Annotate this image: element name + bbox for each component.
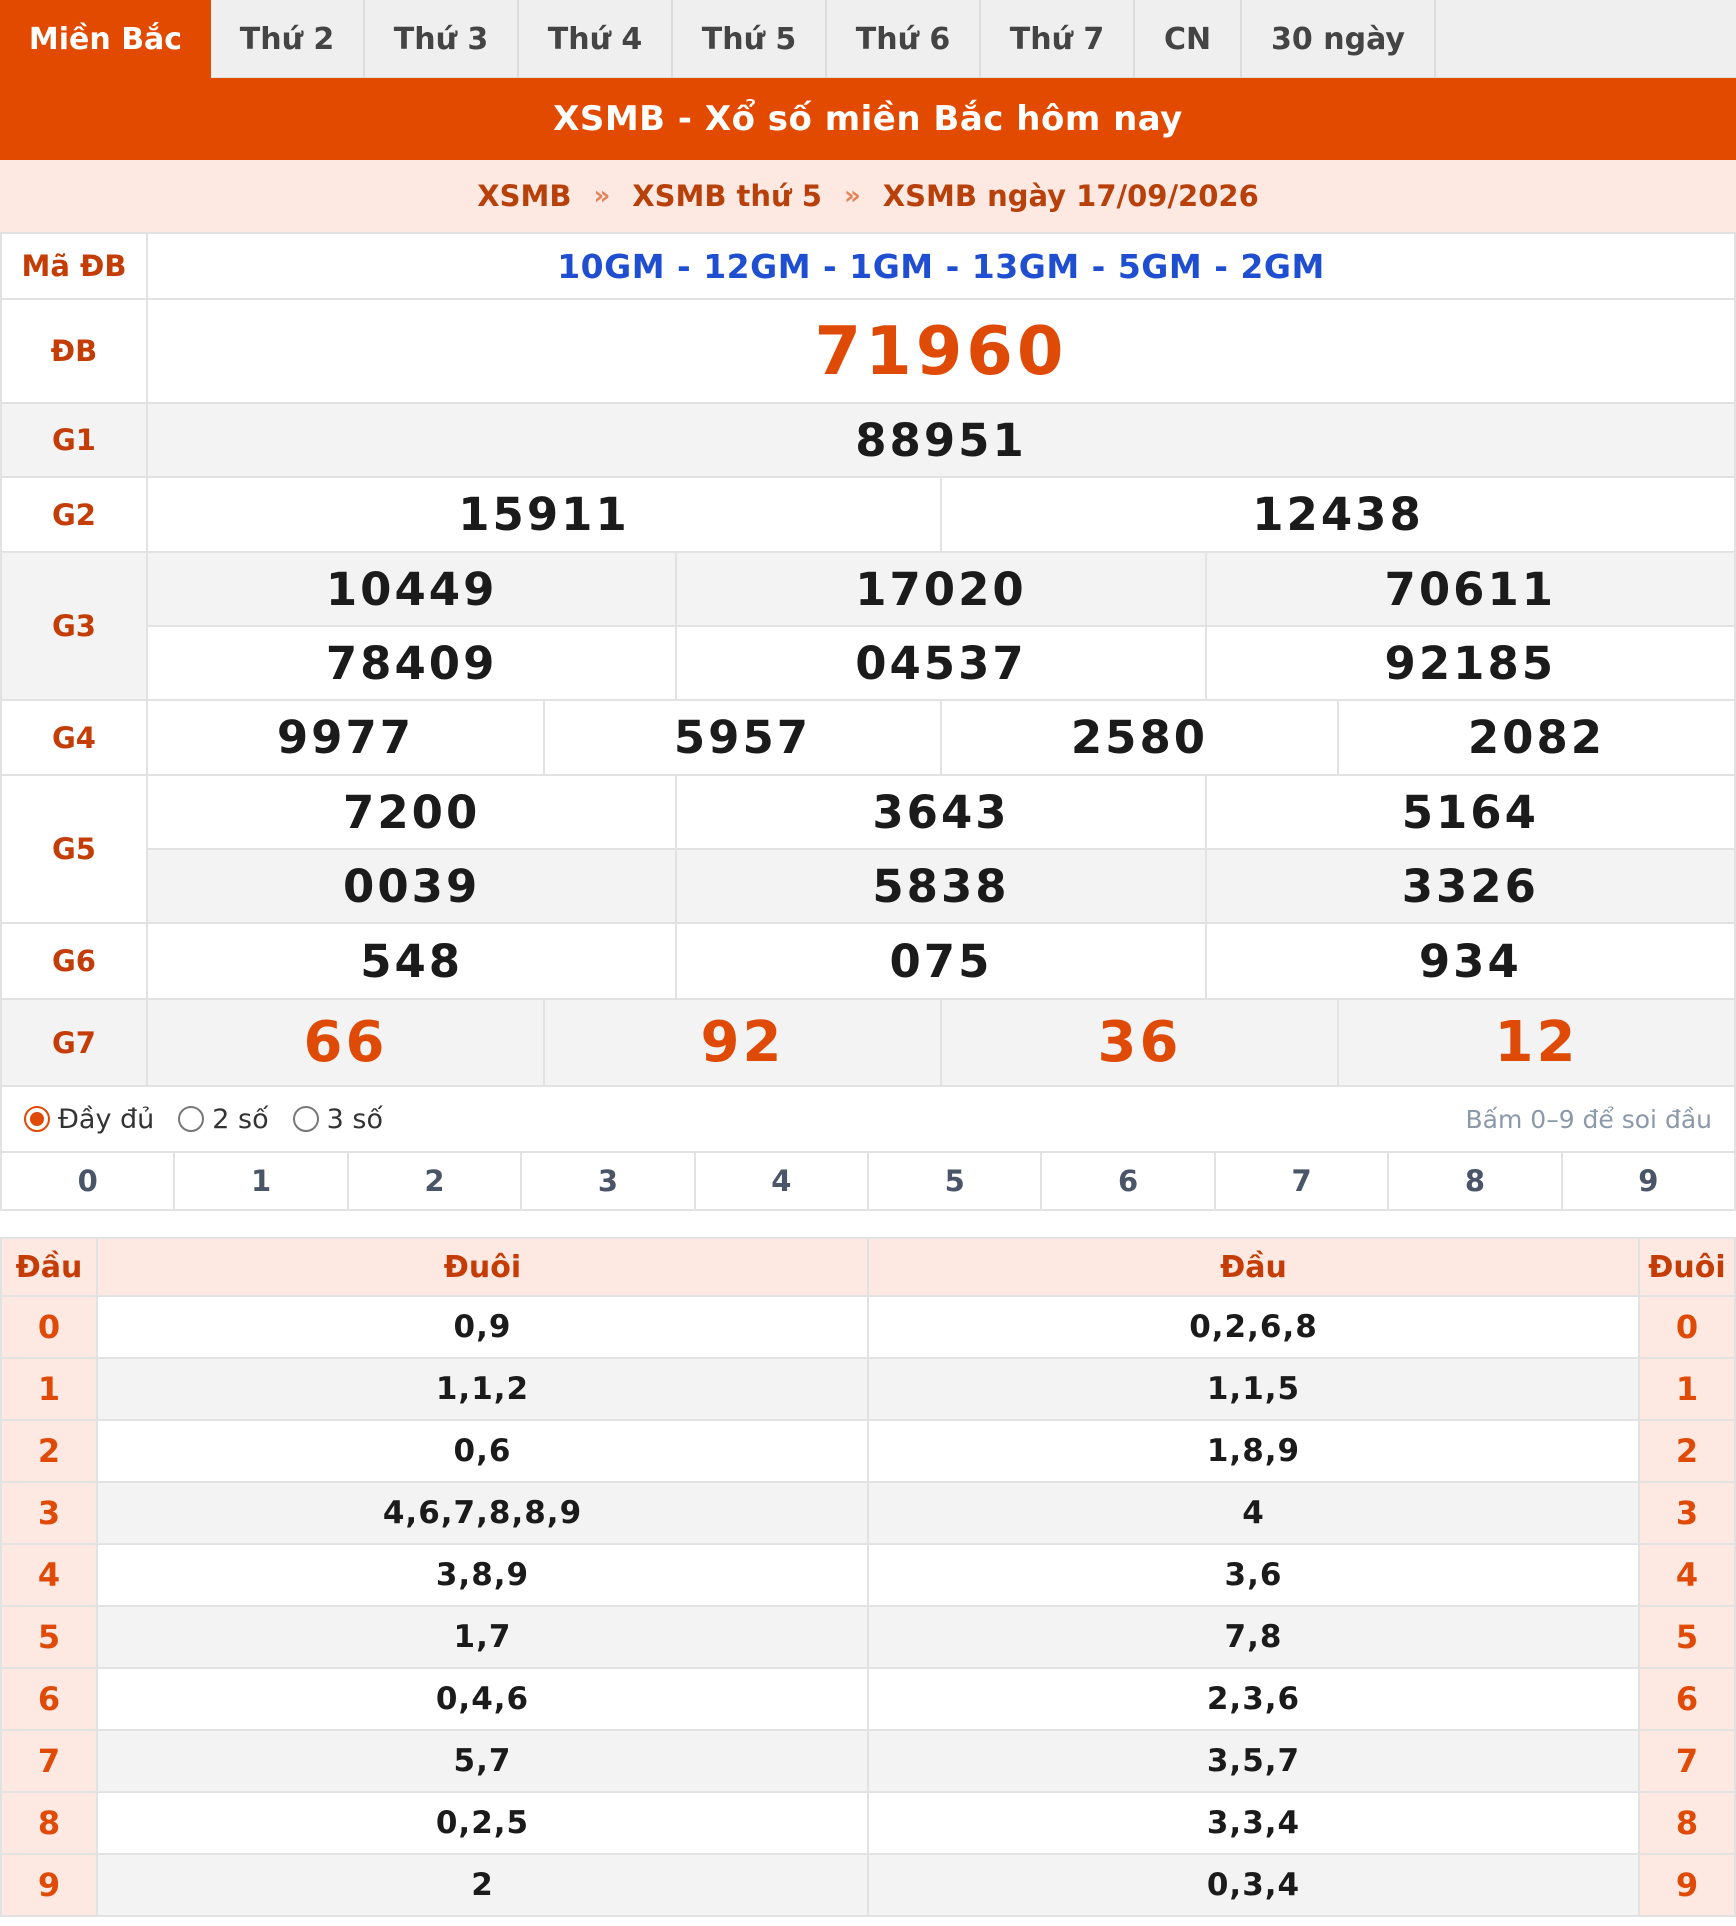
row-dau-values: 1,1,5 (868, 1358, 1639, 1420)
prize-g5: 3643 (676, 775, 1205, 849)
row-duoi-values: 0,4,6 (97, 1668, 868, 1730)
row-duoi-values: 1,1,2 (97, 1358, 868, 1420)
row-duoi-values: 1,7 (97, 1606, 868, 1668)
prize-g6: 934 (1206, 923, 1735, 999)
digit-button-4[interactable]: 4 (696, 1153, 869, 1209)
row-key-dau: 6 (1, 1668, 97, 1730)
row-dau-values: 0,2,6,8 (868, 1296, 1639, 1358)
table-row (1, 1296, 1735, 1358)
page-title: XSMB - Xổ số miền Bắc hôm nay (0, 78, 1736, 160)
row-key-dau: 0 (1, 1296, 97, 1358)
row-duoi-values: 3,8,9 (97, 1544, 868, 1606)
label-g4: G4 (1, 700, 147, 775)
prize-g6: 548 (147, 923, 676, 999)
breadcrumb-xsmb-thu-5[interactable]: XSMB thứ 5 (632, 179, 822, 213)
radio-unchecked-icon (178, 1106, 204, 1132)
row-dau-values: 7,8 (868, 1606, 1639, 1668)
prize-g7: 92 (544, 999, 941, 1086)
row-key-dau: 4 (1, 1544, 97, 1606)
prize-g7: 12 (1338, 999, 1735, 1086)
display-options (0, 1087, 1736, 1151)
header-duoi: Đuôi (1639, 1238, 1735, 1296)
digit-button-3[interactable]: 3 (522, 1153, 695, 1209)
table-row (1, 1668, 1735, 1730)
label-g3: G3 (1, 552, 147, 700)
row-duoi-values: 0,9 (97, 1296, 868, 1358)
row-key-duoi: 7 (1639, 1730, 1735, 1792)
row-key-duoi: 3 (1639, 1482, 1735, 1544)
radio-2-digits[interactable] (178, 1104, 268, 1135)
digit-button-6[interactable]: 6 (1042, 1153, 1215, 1209)
table-row (1, 1420, 1735, 1482)
row-key-dau: 7 (1, 1730, 97, 1792)
radio-full[interactable] (24, 1104, 154, 1135)
prize-g5: 3326 (1206, 849, 1735, 923)
tab-thu-4[interactable]: Thứ 4 (519, 0, 673, 78)
row-key-dau: 3 (1, 1482, 97, 1544)
prize-g5: 0039 (147, 849, 676, 923)
prize-g5: 7200 (147, 775, 676, 849)
row-duoi-values: 2 (97, 1854, 868, 1916)
digit-button-8[interactable]: 8 (1389, 1153, 1562, 1209)
table-row (1, 1854, 1735, 1916)
radio-3-digits[interactable] (293, 1104, 383, 1135)
header-dau: Đầu (1, 1238, 97, 1296)
digit-button-0[interactable]: 0 (2, 1153, 175, 1209)
row-dau-values: 1,8,9 (868, 1420, 1639, 1482)
row-duoi-values: 0,2,5 (97, 1792, 868, 1854)
row-dau-values: 0,3,4 (868, 1854, 1639, 1916)
label-g5: G5 (1, 775, 147, 923)
day-tabs (0, 0, 1736, 78)
row-key-duoi: 0 (1639, 1296, 1735, 1358)
prize-g1: 88951 (147, 403, 1735, 477)
tab-thu-3[interactable]: Thứ 3 (365, 0, 519, 78)
prize-g3: 92185 (1206, 626, 1735, 700)
prize-g6: 075 (676, 923, 1205, 999)
breadcrumb-xsmb-date[interactable]: XSMB ngày 17/09/2026 (882, 179, 1259, 213)
radio-3-digits-label: 3 số (326, 1103, 383, 1135)
loto-table (0, 1237, 1736, 1917)
prize-g7: 66 (147, 999, 544, 1086)
tab-cn[interactable]: CN (1135, 0, 1242, 78)
row-key-duoi: 1 (1639, 1358, 1735, 1420)
row-dau-values: 3,3,4 (868, 1792, 1639, 1854)
header-duoi: Đuôi (97, 1238, 868, 1296)
header-dau: Đầu (868, 1238, 1639, 1296)
row-key-dau: 8 (1, 1792, 97, 1854)
label-g7: G7 (1, 999, 147, 1086)
table-row (1, 1730, 1735, 1792)
prize-g2: 15911 (147, 477, 941, 552)
prize-g4: 5957 (544, 700, 941, 775)
row-duoi-values: 4,6,7,8,8,9 (97, 1482, 868, 1544)
radio-checked-icon (24, 1106, 50, 1132)
row-dau-values: 4 (868, 1482, 1639, 1544)
row-dau-values: 3,6 (868, 1544, 1639, 1606)
radio-unchecked-icon (293, 1106, 319, 1132)
prize-g4: 2082 (1338, 700, 1735, 775)
radio-2-digits-label: 2 số (212, 1103, 269, 1135)
digit-hint: Bấm 0–9 để soi đầu (1465, 1104, 1712, 1134)
row-key-duoi: 9 (1639, 1854, 1735, 1916)
prize-g5: 5164 (1206, 775, 1735, 849)
row-key-duoi: 6 (1639, 1668, 1735, 1730)
label-g6: G6 (1, 923, 147, 999)
tab-mien-bac[interactable]: Miền Bắc (0, 0, 211, 78)
row-duoi-values: 0,6 (97, 1420, 868, 1482)
digit-button-5[interactable]: 5 (869, 1153, 1042, 1209)
row-dau-values: 2,3,6 (868, 1668, 1639, 1730)
row-duoi-values: 5,7 (97, 1730, 868, 1792)
prize-g3: 78409 (147, 626, 676, 700)
prize-g3: 04537 (676, 626, 1205, 700)
results-table (0, 232, 1736, 1087)
tab-thu-2[interactable]: Thứ 2 (211, 0, 365, 78)
breadcrumb-separator: » (593, 181, 611, 211)
row-key-dau: 5 (1, 1606, 97, 1668)
digit-button-1[interactable]: 1 (175, 1153, 348, 1209)
label-ma-db: Mã ĐB (1, 233, 147, 299)
prize-g5: 5838 (676, 849, 1205, 923)
special-prize: 71960 (147, 299, 1735, 403)
prize-g3: 17020 (676, 552, 1205, 626)
tab-thu-5[interactable]: Thứ 5 (673, 0, 827, 78)
row-key-duoi: 8 (1639, 1792, 1735, 1854)
table-row (1, 1606, 1735, 1668)
digit-button-7[interactable]: 7 (1216, 1153, 1389, 1209)
prize-g2: 12438 (941, 477, 1735, 552)
row-key-dau: 2 (1, 1420, 97, 1482)
row-key-dau: 9 (1, 1854, 97, 1916)
table-row (1, 1544, 1735, 1606)
prize-g4: 2580 (941, 700, 1338, 775)
row-key-duoi: 2 (1639, 1420, 1735, 1482)
prize-g4: 9977 (147, 700, 544, 775)
radio-full-label: Đầy đủ (58, 1103, 155, 1135)
digit-button-9[interactable]: 9 (1638, 1164, 1659, 1198)
breadcrumb-separator: » (843, 181, 861, 211)
tab-thu-6[interactable]: Thứ 6 (827, 0, 981, 78)
digit-button-2[interactable]: 2 (349, 1153, 522, 1209)
digit-filter (0, 1151, 1736, 1211)
label-g1: G1 (1, 403, 147, 477)
special-codes: 10GM - 12GM - 1GM - 13GM - 5GM - 2GM (147, 233, 1735, 299)
row-dau-values: 3,5,7 (868, 1730, 1639, 1792)
table-row (1, 1358, 1735, 1420)
tab-thu-7[interactable]: Thứ 7 (981, 0, 1135, 78)
row-key-duoi: 5 (1639, 1606, 1735, 1668)
breadcrumb-xsmb[interactable]: XSMB (477, 179, 572, 213)
row-key-dau: 1 (1, 1358, 97, 1420)
label-db: ĐB (1, 299, 147, 403)
prize-g3: 70611 (1206, 552, 1735, 626)
prize-g3: 10449 (147, 552, 676, 626)
table-row (1, 1792, 1735, 1854)
tab-30-ngay[interactable]: 30 ngày (1242, 0, 1436, 78)
breadcrumb (0, 160, 1736, 232)
row-key-duoi: 4 (1639, 1544, 1735, 1606)
table-row (1, 1482, 1735, 1544)
prize-g7: 36 (941, 999, 1338, 1086)
label-g2: G2 (1, 477, 147, 552)
